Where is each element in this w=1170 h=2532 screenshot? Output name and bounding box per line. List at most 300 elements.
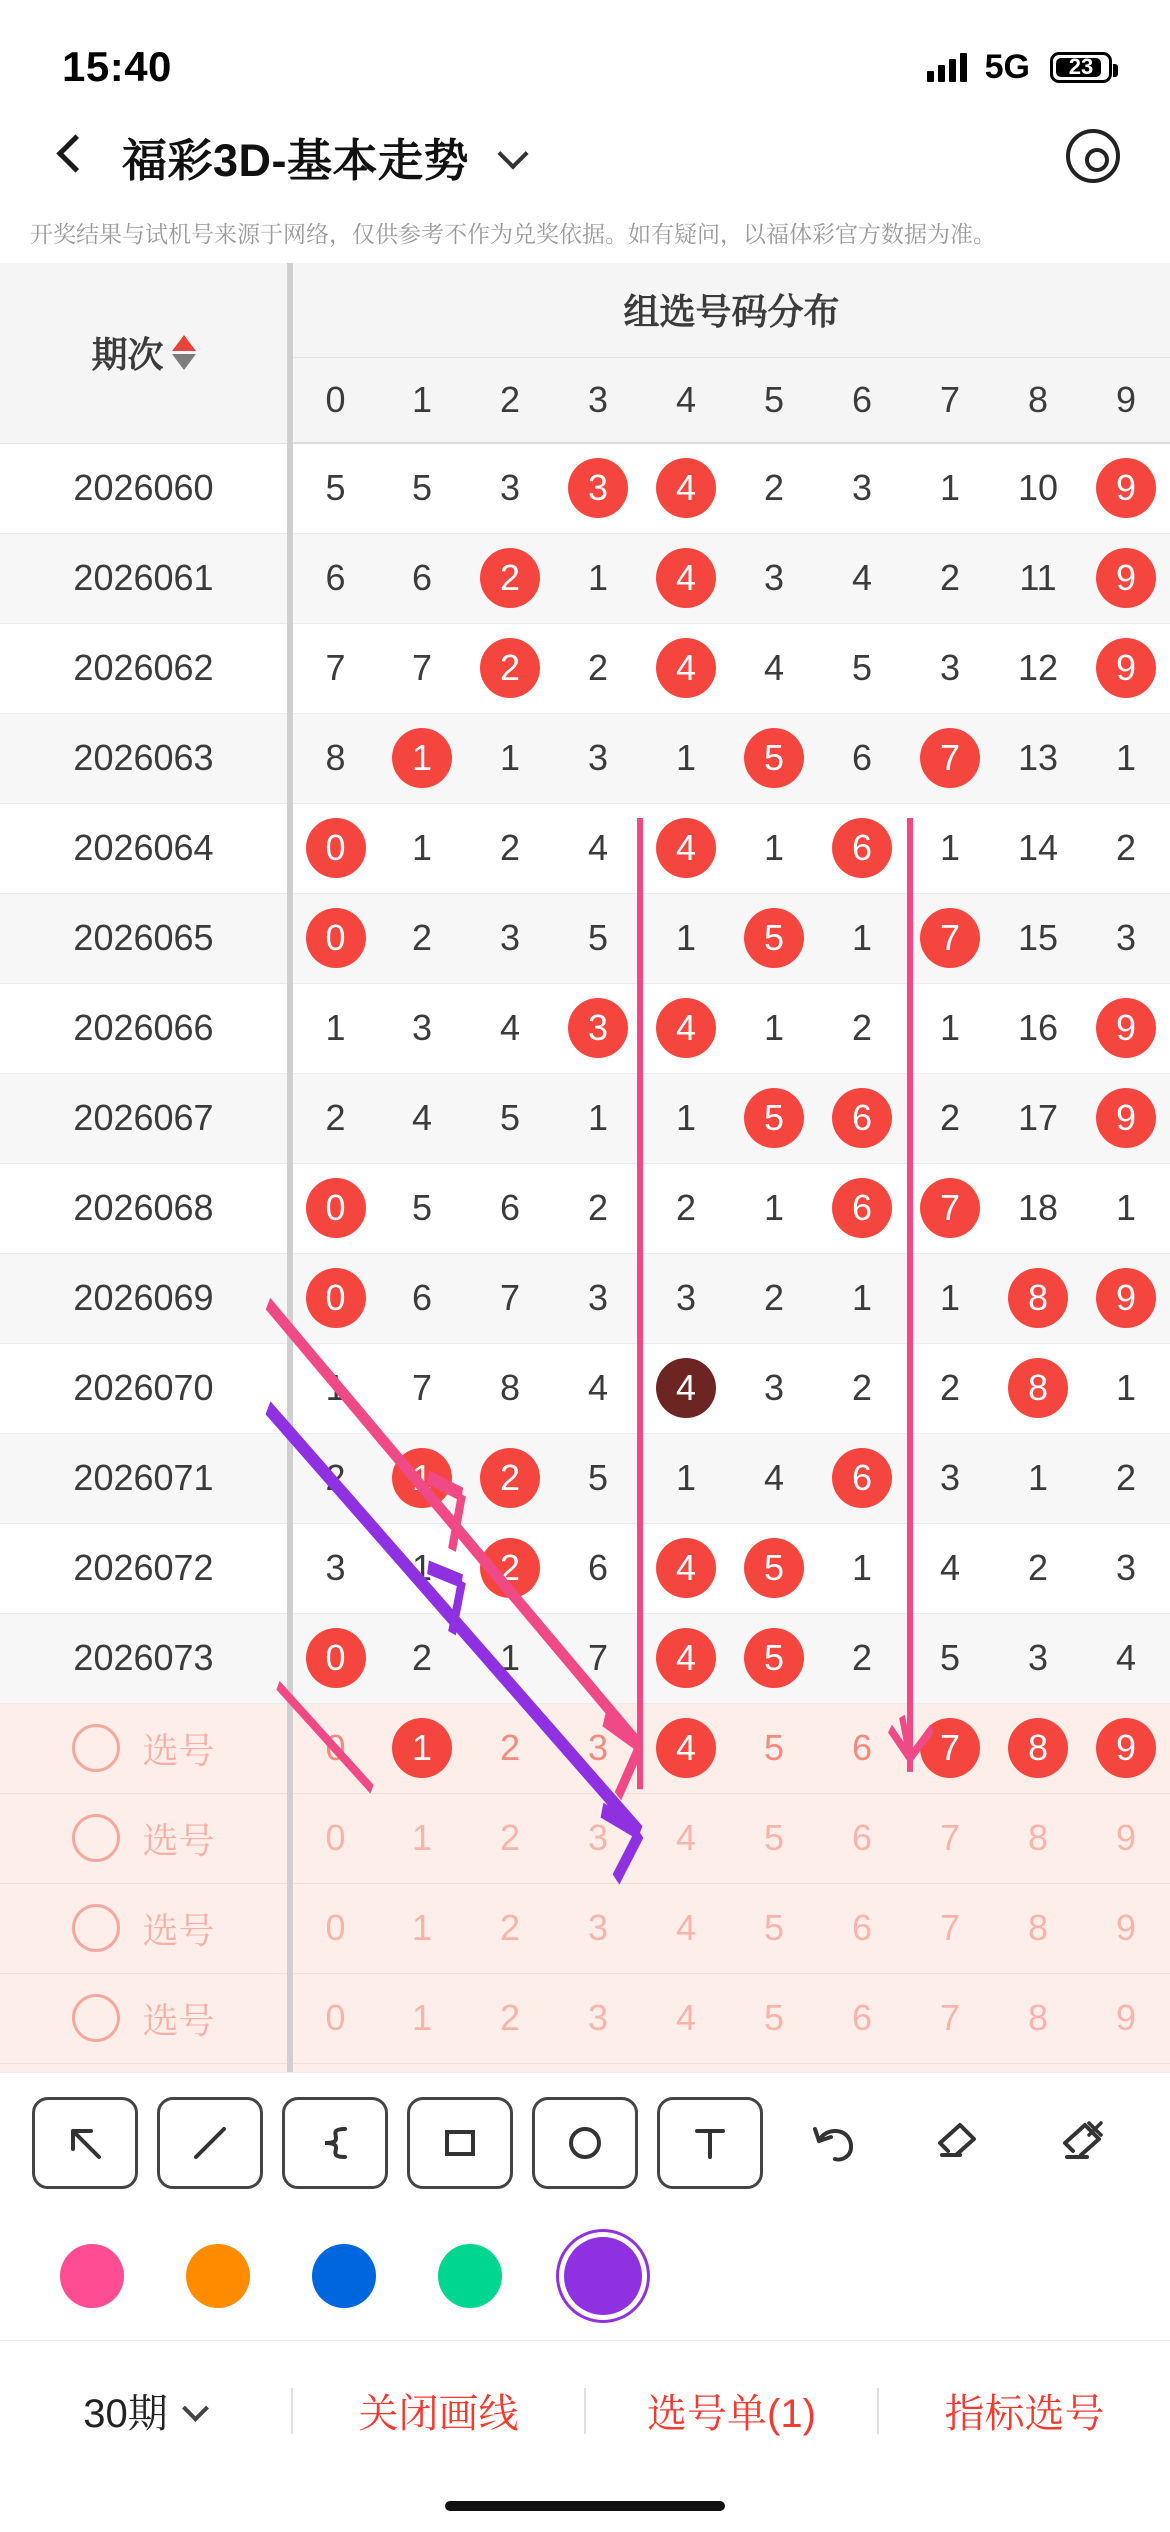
cell-digit-7[interactable]: 2	[906, 1343, 994, 1433]
cell-digit-5[interactable]: 3	[730, 1343, 818, 1433]
pick-radio-icon[interactable]	[72, 1814, 120, 1862]
pick-cell-2[interactable]: 2	[466, 1883, 554, 1973]
cell-digit-0[interactable]: 1	[290, 983, 378, 1073]
cell-digit-0[interactable]: 3	[290, 1523, 378, 1613]
cell-digit-0[interactable]: 8	[290, 713, 378, 803]
cell-digit-5[interactable]: 3	[730, 533, 818, 623]
cell-digit-4[interactable]: 3	[642, 1253, 730, 1343]
rectangle-tool[interactable]	[407, 2097, 513, 2189]
cell-digit-5[interactable]: 4	[730, 623, 818, 713]
cell-digit-3[interactable]: 5	[554, 893, 642, 983]
curve-tool[interactable]	[282, 2097, 388, 2189]
table-row[interactable]	[0, 1433, 1170, 1523]
cell-digit-3[interactable]: 4	[554, 1343, 642, 1433]
page-title: 福彩3D-基本走势	[122, 134, 470, 186]
close-draw-button[interactable]: 关闭画线	[358, 2392, 519, 2436]
cell-digit-2[interactable]: 8	[466, 1343, 554, 1433]
cell-digit-0[interactable]	[290, 893, 378, 983]
period-column-header[interactable]	[0, 263, 290, 443]
cell-digit-5[interactable]	[730, 893, 818, 983]
cell-digit-8[interactable]	[994, 1253, 1082, 1343]
hit-ball: 0	[306, 1178, 366, 1238]
cell-digit-5[interactable]: 1	[730, 1163, 818, 1253]
pick-cell-5[interactable]: 5	[730, 1883, 818, 1973]
pick-row-label[interactable]	[0, 1703, 290, 1793]
cell-digit-3[interactable]: 2	[554, 623, 642, 713]
pick-cell-7[interactable]: 7	[906, 1973, 994, 2063]
cell-digit-7[interactable]	[906, 893, 994, 983]
pick-cell-8[interactable]	[994, 1703, 1082, 1793]
cell-digit-4[interactable]	[642, 1523, 730, 1613]
cell-digit-0[interactable]	[290, 1253, 378, 1343]
pick-radio-icon[interactable]	[72, 1724, 120, 1772]
hit-ball: 5	[744, 908, 804, 968]
cell-digit-4[interactable]: 1	[642, 1073, 730, 1163]
table-row[interactable]	[0, 1343, 1170, 1433]
cell-digit-3[interactable]: 1	[554, 1073, 642, 1163]
digit-header-2[interactable]: 2	[466, 357, 554, 443]
cell-digit-8[interactable]	[994, 1343, 1082, 1433]
digit-header-1[interactable]: 1	[378, 357, 466, 443]
pick-cell-2[interactable]: 2	[466, 1793, 554, 1883]
hit-ball: 4	[656, 818, 716, 878]
hit-ball: 5	[744, 1628, 804, 1688]
pick-cell-7[interactable]: 7	[906, 1793, 994, 1883]
hit-ball: 4	[656, 638, 716, 698]
cell-digit-1[interactable]: 6	[378, 1253, 466, 1343]
pick-cell-1[interactable]: 1	[378, 1973, 466, 2063]
cell-digit-1[interactable]: 7	[378, 623, 466, 713]
cell-digit-3[interactable]: 2	[554, 1163, 642, 1253]
selected-ball: 1	[392, 1718, 452, 1778]
cell-digit-5[interactable]	[730, 1523, 818, 1613]
cell-digit-7[interactable]: 1	[906, 1253, 994, 1343]
pick-row-label[interactable]	[0, 1793, 290, 1883]
pick-radio-icon[interactable]	[72, 1994, 120, 2042]
pick-cell-4[interactable]: 4	[642, 1793, 730, 1883]
hit-ball: 7	[920, 728, 980, 788]
hit-ball: 9	[1096, 1088, 1156, 1148]
hit-ball: 4	[656, 1628, 716, 1688]
s-curve-icon	[309, 2117, 361, 2169]
cell-digit-9[interactable]: 3	[1082, 893, 1170, 983]
cell-digit-2[interactable]: 7	[466, 1253, 554, 1343]
ellipse-tool[interactable]	[532, 2097, 638, 2189]
color-swatch-2[interactable]	[312, 2244, 376, 2308]
cell-digit-6[interactable]: 2	[818, 983, 906, 1073]
pick-label-text: 选号	[142, 1729, 215, 1771]
pick-cell-8[interactable]: 8	[994, 1793, 1082, 1883]
cell-digit-9[interactable]: 1	[1082, 1343, 1170, 1433]
hit-ball: 6	[832, 1448, 892, 1508]
cell-digit-8[interactable]: 3	[994, 1613, 1082, 1703]
cell-digit-6[interactable]: 5	[818, 623, 906, 713]
cell-digit-1[interactable]: 1	[378, 803, 466, 893]
indicator-pick-button[interactable]: 指标选号	[944, 2392, 1105, 2436]
cell-digit-5[interactable]: 4	[730, 1433, 818, 1523]
cell-digit-7[interactable]: 4	[906, 1523, 994, 1613]
cell-digit-7[interactable]: 1	[906, 983, 994, 1073]
row-period: 2026061	[0, 533, 290, 623]
cell-digit-9[interactable]	[1082, 443, 1170, 533]
pick-row[interactable]	[0, 1793, 1170, 1883]
clear-eraser-icon	[1055, 2115, 1115, 2171]
cell-digit-8[interactable]: 10	[994, 443, 1082, 533]
cell-digit-7[interactable]: 1	[906, 803, 994, 893]
cell-digit-1[interactable]: 2	[378, 1613, 466, 1703]
cell-digit-6[interactable]: 2	[818, 1613, 906, 1703]
cell-digit-6[interactable]: 1	[818, 1523, 906, 1613]
pick-cell-4[interactable]: 4	[642, 1973, 730, 2063]
pick-cell-3[interactable]: 3	[554, 1703, 642, 1793]
cell-digit-1[interactable]: 5	[378, 443, 466, 533]
cell-digit-5[interactable]	[730, 1073, 818, 1163]
cell-digit-8[interactable]: 13	[994, 713, 1082, 803]
row-period: 2026069	[0, 1253, 290, 1343]
pick-label-text: 选号	[142, 1999, 215, 2041]
hit-ball: 4	[656, 1358, 716, 1418]
nav-bar	[0, 104, 1170, 208]
cell-digit-5[interactable]: 2	[730, 443, 818, 533]
cell-digit-2[interactable]: 5	[466, 1073, 554, 1163]
cell-digit-2[interactable]: 1	[466, 713, 554, 803]
cell-digit-4[interactable]	[642, 443, 730, 533]
cell-digit-2[interactable]	[466, 533, 554, 623]
cell-digit-4[interactable]: 1	[642, 713, 730, 803]
arrow-up-left-icon	[59, 2117, 111, 2169]
cell-digit-9[interactable]	[1082, 623, 1170, 713]
cell-digit-6[interactable]: 4	[818, 533, 906, 623]
pick-label-text: 选号	[142, 1819, 215, 1861]
digit-header-5[interactable]: 5	[730, 357, 818, 443]
period-header-label: 期次	[91, 334, 164, 376]
undo-arrow-icon	[805, 2115, 865, 2171]
pick-cell-8[interactable]: 8	[994, 1883, 1082, 1973]
cell-digit-0[interactable]: 2	[290, 1433, 378, 1523]
battery-level: 23	[1068, 54, 1094, 79]
cell-digit-6[interactable]: 1	[818, 893, 906, 983]
cell-digit-3[interactable]	[554, 983, 642, 1073]
cell-digit-7[interactable]: 3	[906, 623, 994, 713]
cell-digit-4[interactable]: 2	[642, 1163, 730, 1253]
cell-digit-0[interactable]: 1	[290, 1343, 378, 1433]
digit-header-4[interactable]: 4	[642, 357, 730, 443]
hit-ball: 1	[392, 1448, 452, 1508]
cell-digit-0[interactable]: 7	[290, 623, 378, 713]
hit-ball: 9	[1096, 1268, 1156, 1328]
chevron-down-icon	[184, 2399, 208, 2423]
digit-header-3[interactable]: 3	[554, 357, 642, 443]
cell-digit-7[interactable]: 3	[906, 1433, 994, 1523]
pick-cell-9[interactable]: 9	[1082, 1793, 1170, 1883]
pick-cell-7[interactable]: 7	[906, 1883, 994, 1973]
cell-digit-5[interactable]	[730, 713, 818, 803]
cell-digit-3[interactable]: 3	[554, 713, 642, 803]
cell-digit-6[interactable]: 3	[818, 443, 906, 533]
table-row[interactable]	[0, 1613, 1170, 1703]
trend-table	[0, 263, 1170, 2154]
hit-ball: 4	[656, 458, 716, 518]
cell-digit-9[interactable]: 1	[1082, 713, 1170, 803]
cell-digit-2[interactable]	[466, 623, 554, 713]
cell-digit-9[interactable]	[1082, 1253, 1170, 1343]
digit-header-0[interactable]: 0	[290, 357, 378, 443]
cell-digit-9[interactable]	[1082, 983, 1170, 1073]
cell-digit-6[interactable]: 1	[818, 1253, 906, 1343]
cell-digit-8[interactable]: 12	[994, 623, 1082, 713]
battery-icon	[1050, 52, 1112, 83]
pick-cell-2[interactable]: 2	[466, 1973, 554, 2063]
pick-cell-0[interactable]: 0	[290, 1793, 378, 1883]
pick-label-text: 选号	[142, 1909, 215, 1951]
cell-digit-2[interactable]: 3	[466, 893, 554, 983]
cell-digit-4[interactable]: 1	[642, 1433, 730, 1523]
eraser-tool[interactable]	[907, 2097, 1013, 2189]
pick-cell-0[interactable]: 0	[290, 1883, 378, 1973]
pick-list-button[interactable]: 选号单(1)	[647, 2392, 816, 2436]
cell-digit-3[interactable]: 7	[554, 1613, 642, 1703]
cell-digit-6[interactable]: 2	[818, 1343, 906, 1433]
pick-row-label[interactable]	[0, 1973, 290, 2063]
cell-digit-0[interactable]	[290, 803, 378, 893]
color-swatch-1[interactable]	[186, 2244, 250, 2308]
cell-digit-7[interactable]: 2	[906, 1073, 994, 1163]
table-row[interactable]	[0, 983, 1170, 1073]
cell-digit-8[interactable]: 15	[994, 893, 1082, 983]
table-row[interactable]	[0, 1253, 1170, 1343]
cell-digit-0[interactable]	[290, 1613, 378, 1703]
pick-cell-0[interactable]: 0	[290, 1973, 378, 2063]
cell-digit-2[interactable]: 4	[466, 983, 554, 1073]
cell-digit-3[interactable]	[554, 443, 642, 533]
cell-digit-7[interactable]: 2	[906, 533, 994, 623]
cell-digit-1[interactable]	[378, 713, 466, 803]
period-count-selector[interactable]	[0, 2382, 291, 2439]
pick-cell-9[interactable]: 9	[1082, 1973, 1170, 2063]
cell-digit-9[interactable]	[1082, 1073, 1170, 1163]
pick-cell-9[interactable]: 9	[1082, 1883, 1170, 1973]
digit-header-9[interactable]: 9	[1082, 357, 1170, 443]
cell-digit-1[interactable]: 3	[378, 983, 466, 1073]
table-row[interactable]	[0, 893, 1170, 983]
cell-digit-9[interactable]: 2	[1082, 1433, 1170, 1523]
cell-digit-6[interactable]	[818, 1073, 906, 1163]
cell-digit-1[interactable]: 6	[378, 533, 466, 623]
pick-cell-7[interactable]	[906, 1703, 994, 1793]
cell-digit-0[interactable]: 5	[290, 443, 378, 533]
cell-digit-2[interactable]: 2	[466, 803, 554, 893]
disclaimer-text: 开奖结果与试机号来源于网络，仅供参考不作为兑奖依据。如有疑问，以福体彩官方数据为准。	[30, 221, 996, 247]
pick-cell-6[interactable]: 6	[818, 1703, 906, 1793]
hit-ball: 6	[832, 818, 892, 878]
cell-digit-5[interactable]	[730, 1613, 818, 1703]
cell-digit-4[interactable]	[642, 623, 730, 713]
cell-digit-6[interactable]	[818, 803, 906, 893]
color-swatch-4[interactable]	[564, 2237, 642, 2315]
sort-arrows-icon[interactable]	[172, 335, 196, 370]
cell-digit-9[interactable]: 4	[1082, 1613, 1170, 1703]
cell-digit-0[interactable]: 6	[290, 533, 378, 623]
row-period: 2026066	[0, 983, 290, 1073]
pick-cell-6[interactable]: 6	[818, 1883, 906, 1973]
cell-digit-9[interactable]: 1	[1082, 1163, 1170, 1253]
cell-digit-9[interactable]: 2	[1082, 803, 1170, 893]
cell-digit-2[interactable]: 3	[466, 443, 554, 533]
pick-row[interactable]	[0, 1883, 1170, 1973]
color-swatch-0[interactable]	[60, 2244, 124, 2308]
table-row[interactable]	[0, 803, 1170, 893]
table-row[interactable]	[0, 1523, 1170, 1613]
pick-cell-1[interactable]: 1	[378, 1793, 466, 1883]
row-period: 2026062	[0, 623, 290, 713]
arrow-tool[interactable]	[32, 2097, 138, 2189]
hit-ball: 9	[1096, 458, 1156, 518]
cell-digit-0[interactable]	[290, 1163, 378, 1253]
cell-digit-7[interactable]	[906, 713, 994, 803]
hit-ball: 4	[656, 1538, 716, 1598]
pick-cell-6[interactable]: 6	[818, 1793, 906, 1883]
hit-ball: 2	[480, 548, 540, 608]
table-row[interactable]	[0, 533, 1170, 623]
pick-cell-3[interactable]: 3	[554, 1793, 642, 1883]
cell-digit-1[interactable]	[378, 1433, 466, 1523]
cell-digit-1[interactable]: 5	[378, 1163, 466, 1253]
home-indicator	[0, 2480, 1170, 2532]
cell-digit-8[interactable]: 14	[994, 803, 1082, 893]
pick-cell-0[interactable]: 0	[290, 1703, 378, 1793]
cell-digit-7[interactable]: 1	[906, 443, 994, 533]
table-row[interactable]	[0, 1163, 1170, 1253]
cell-digit-5[interactable]: 2	[730, 1253, 818, 1343]
hit-ball: 5	[744, 1088, 804, 1148]
pick-cell-3[interactable]: 3	[554, 1883, 642, 1973]
row-period: 2026065	[0, 893, 290, 983]
cell-digit-1[interactable]: 2	[378, 893, 466, 983]
chevron-left-icon[interactable]	[48, 134, 92, 178]
hit-ball: 6	[832, 1178, 892, 1238]
pick-cell-5[interactable]: 5	[730, 1703, 818, 1793]
selected-ball: 9	[1096, 1718, 1156, 1778]
clear-all-tool[interactable]	[1032, 2097, 1138, 2189]
cell-digit-4[interactable]	[642, 1613, 730, 1703]
cell-digit-2[interactable]: 1	[466, 1613, 554, 1703]
square-icon	[434, 2117, 486, 2169]
undo-tool[interactable]	[782, 2097, 888, 2189]
cell-digit-2[interactable]	[466, 1523, 554, 1613]
cell-digit-7[interactable]	[906, 1163, 994, 1253]
digit-header-6[interactable]: 6	[818, 357, 906, 443]
hit-ball: 3	[568, 458, 628, 518]
hit-ball: 9	[1096, 548, 1156, 608]
line-icon	[184, 2117, 236, 2169]
text-tool[interactable]	[657, 2097, 763, 2189]
pick-row[interactable]	[0, 1703, 1170, 1793]
table-row[interactable]	[0, 713, 1170, 803]
cell-digit-3[interactable]: 3	[554, 1253, 642, 1343]
table-row[interactable]	[0, 623, 1170, 713]
pick-cell-1[interactable]	[378, 1703, 466, 1793]
cell-digit-4[interactable]	[642, 803, 730, 893]
cell-digit-3[interactable]: 4	[554, 803, 642, 893]
cell-digit-9[interactable]	[1082, 533, 1170, 623]
cell-digit-3[interactable]: 1	[554, 533, 642, 623]
hit-ball: 0	[306, 908, 366, 968]
circle-icon	[559, 2117, 611, 2169]
table-row[interactable]	[0, 1073, 1170, 1163]
digit-header-8[interactable]: 8	[994, 357, 1082, 443]
cell-digit-2[interactable]	[466, 1433, 554, 1523]
cell-digit-6[interactable]	[818, 1163, 906, 1253]
hit-ball: 0	[306, 818, 366, 878]
line-tool[interactable]	[157, 2097, 263, 2189]
row-period: 2026064	[0, 803, 290, 893]
pick-cell-1[interactable]: 1	[378, 1883, 466, 1973]
pick-cell-9[interactable]	[1082, 1703, 1170, 1793]
cell-digit-0[interactable]: 2	[290, 1073, 378, 1163]
cell-digit-8[interactable]: 16	[994, 983, 1082, 1073]
cell-digit-4[interactable]	[642, 1343, 730, 1433]
cell-digit-6[interactable]	[818, 1433, 906, 1523]
cell-digit-2[interactable]: 6	[466, 1163, 554, 1253]
drawing-toolbar	[0, 2072, 1170, 2212]
cell-digit-8[interactable]: 18	[994, 1163, 1082, 1253]
hit-ball: 0	[306, 1268, 366, 1328]
hit-ball: 3	[568, 998, 628, 1058]
table-row[interactable]	[0, 443, 1170, 533]
pick-cell-5[interactable]: 5	[730, 1973, 818, 2063]
cell-digit-3[interactable]: 5	[554, 1433, 642, 1523]
cell-digit-8[interactable]: 11	[994, 533, 1082, 623]
hit-ball: 5	[744, 728, 804, 788]
pick-row-label[interactable]	[0, 1883, 290, 1973]
cell-digit-1[interactable]: 4	[378, 1073, 466, 1163]
hit-ball: 5	[744, 1538, 804, 1598]
pick-radio-icon[interactable]	[72, 1904, 120, 1952]
pick-cell-4[interactable]	[642, 1703, 730, 1793]
row-period: 2026071	[0, 1433, 290, 1523]
pick-row[interactable]	[0, 1973, 1170, 2063]
digit-header-7[interactable]: 7	[906, 357, 994, 443]
cell-digit-8[interactable]: 17	[994, 1073, 1082, 1163]
cell-digit-8[interactable]: 1	[994, 1433, 1082, 1523]
pick-cell-5[interactable]: 5	[730, 1793, 818, 1883]
pick-cell-4[interactable]: 4	[642, 1883, 730, 1973]
cell-digit-4[interactable]	[642, 533, 730, 623]
color-swatch-3[interactable]	[438, 2244, 502, 2308]
cell-digit-4[interactable]: 1	[642, 893, 730, 983]
cell-digit-5[interactable]: 1	[730, 983, 818, 1073]
cell-digit-9[interactable]: 3	[1082, 1523, 1170, 1613]
cell-digit-4[interactable]	[642, 983, 730, 1073]
cell-digit-6[interactable]: 6	[818, 713, 906, 803]
pick-cell-6[interactable]: 6	[818, 1973, 906, 2063]
cell-digit-3[interactable]: 6	[554, 1523, 642, 1613]
eraser-icon	[930, 2115, 990, 2171]
pick-cell-3[interactable]: 3	[554, 1973, 642, 2063]
cell-digit-8[interactable]: 2	[994, 1523, 1082, 1613]
footer-bar	[0, 2340, 1170, 2480]
chevron-down-icon[interactable]	[499, 141, 529, 171]
pick-cell-2[interactable]: 2	[466, 1703, 554, 1793]
cell-digit-7[interactable]: 5	[906, 1613, 994, 1703]
gear-icon[interactable]	[1066, 129, 1120, 183]
pick-cell-8[interactable]: 8	[994, 1973, 1082, 2063]
hit-ball: 2	[480, 638, 540, 698]
cell-digit-1[interactable]: 7	[378, 1343, 466, 1433]
hit-ball: 0	[306, 1628, 366, 1688]
cell-digit-1[interactable]: 1	[378, 1523, 466, 1613]
cell-digit-5[interactable]: 1	[730, 803, 818, 893]
